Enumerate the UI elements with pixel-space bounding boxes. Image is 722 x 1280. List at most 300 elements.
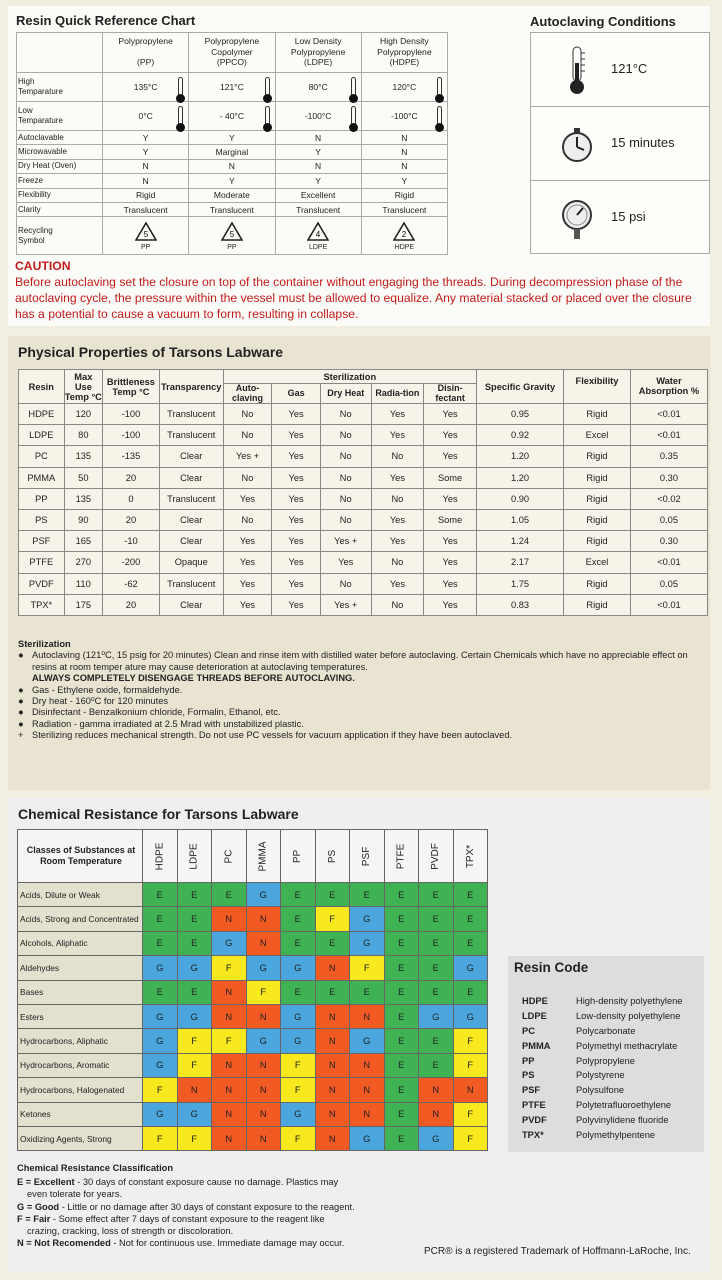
table-row [18,1004,488,1028]
table-row [18,883,488,907]
physical-properties-table [18,369,708,616]
resistance-cell: E [419,931,454,955]
classification-text: - 30 days of constant exposure cause no damage. Plastics may [74,1177,339,1188]
table-cell: Yes [424,531,477,552]
resin-code-name: Polytetrafluoroethylene [576,1099,672,1110]
resin-col-header [281,830,316,883]
list-item [18,719,708,730]
table-cell: Opaque [159,552,223,573]
autoclave-time: 15 minutes [611,135,675,150]
resistance-cell: E [281,883,316,907]
resistance-cell: F [350,956,385,980]
recycle-number: 4 [315,230,321,240]
resin-col-header [143,830,178,883]
resistance-cell: E [315,883,350,907]
resistance-cell: E [384,980,419,1004]
table-cell: Some [424,509,477,530]
qr-row [17,188,448,202]
resistance-cell: G [281,1004,316,1028]
table-row [18,1102,488,1126]
table-cell: Rigid [564,446,631,467]
resin-code-name: Polysulfone [576,1085,625,1096]
resistance-cell: N [350,1053,385,1077]
table-cell: 0.05 [630,573,707,594]
table-cell: PSF [19,531,65,552]
thermometer-icon [350,77,357,103]
resistance-cell: E [143,907,178,931]
table-cell: 1.05 [476,509,563,530]
autoclave-temp: 121°C [611,61,648,76]
table-cell: Some [424,467,477,488]
recycle-symbol-icon [135,222,157,242]
col-transparency: Transparency [159,370,223,404]
resin-name: PSF [361,846,373,866]
resistance-cell: E [384,1102,419,1126]
bullet: ● [18,718,24,729]
table-cell: Clear [159,446,223,467]
list-item-text: Dry heat - 160⁰C for 120 minutes [32,696,169,707]
col-resin: Resin [19,370,65,404]
col-disinfectant: Disin-fectant [424,384,477,404]
table-cell: PVDF [19,573,65,594]
table-cell: No [320,425,371,446]
col-specific-gravity: Specific Gravity [476,370,563,404]
resin-col-header [350,830,385,883]
resistance-cell: G [419,1004,454,1028]
table-cell: Yes + [320,594,371,615]
resistance-cell: N [212,1102,247,1126]
table-cell: <0.02 [630,488,707,509]
table-cell: Yes [320,552,371,573]
resin-col-header [384,830,419,883]
autoclaving-title: Autoclaving Conditions [530,14,676,29]
resin-code-row [522,1112,682,1127]
low-temp-cell [275,102,361,131]
chemical-resistance-title: Chemical Resistance for Tarsons Labware [18,806,299,822]
qr-col-sub: Polypropylene [290,46,346,57]
label-line: Recycling [18,225,53,235]
classification-item [17,1213,457,1225]
qr-cell: Translucent [189,202,275,216]
resin-col-header [246,830,281,883]
table-cell: Excel [564,552,631,573]
resistance-cell: G [177,1102,212,1126]
table-cell: PC [19,446,65,467]
col-brittleness: Brittleness Temp °C [103,370,160,404]
resin-code-key: PTFE [522,1099,546,1110]
list-item-text: Sterilizing reduces mechanical strength. Do not use PC vessels for vacuum application if they have been autoclaved. [32,730,513,741]
table-cell: Yes [371,509,424,530]
physical-properties-title: Physical Properties of Tarsons Labware [18,344,284,360]
qr-cell: Translucent [361,202,447,216]
recycling-cell [361,217,447,255]
table-cell: Rigid [564,404,631,425]
thermometer-icon [177,106,184,132]
classification-item [17,1176,457,1188]
col-dry-heat: Dry Heat [320,384,371,404]
table-cell: 0.83 [476,594,563,615]
table-cell: 1.20 [476,467,563,488]
thermometer-icon [264,77,271,103]
resistance-cell: F [143,1078,178,1102]
resistance-cell: G [246,956,281,980]
recycle-symbol-icon [221,222,243,242]
resistance-cell: N [315,1029,350,1053]
table-cell: <0.01 [630,404,707,425]
table-row [19,446,708,467]
resistance-cell: N [315,1126,350,1150]
table-row [19,531,708,552]
table-cell: Yes [371,531,424,552]
resin-code-key: PSF [522,1085,541,1096]
resistance-cell: E [281,907,316,931]
table-cell: Translucent [159,404,223,425]
table-cell: 20 [103,467,160,488]
resin-col-header [315,830,350,883]
resistance-cell: N [212,1126,247,1150]
resin-code-key: PC [522,1025,535,1036]
resin-name: PMMA [257,841,269,871]
qr-col-abbr: (PP) [137,56,155,67]
bullet: ● [18,707,24,718]
resistance-cell: G [453,1004,488,1028]
chemical-resistance-table [17,829,488,1151]
table-cell: TPX* [19,594,65,615]
qr-cell: N [275,159,361,173]
table-row [18,1029,488,1053]
substance-class: Ketones [18,1102,143,1126]
resin-code-name: Polypropylene [576,1055,635,1066]
col-sterilization: Sterilization [223,370,476,384]
qr-cell: N [275,131,361,145]
table-cell: Clear [159,531,223,552]
qr-row-label: Dry Heat (Oven) [17,159,103,173]
resistance-cell: N [315,1102,350,1126]
qr-cell: Y [103,131,189,145]
resistance-cell: G [246,883,281,907]
substance-class: Alcohols, Aliphatic [18,931,143,955]
resin-col-header [453,830,488,883]
qr-cell: N [103,174,189,188]
high-temp-value: 120°C [392,82,417,92]
qr-col-abbr: (HDPE) [389,57,420,67]
table-cell: Yes [272,446,321,467]
table-cell: Rigid [564,509,631,530]
label-line: High [18,77,35,86]
table-cell: Rigid [564,488,631,509]
low-temp-cell [361,102,447,131]
resistance-cell: F [281,1078,316,1102]
resistance-cell: F [212,956,247,980]
high-temp-cell [275,73,361,102]
resistance-cell: E [350,883,385,907]
quick-ref-table [16,32,448,255]
table-cell: 0.30 [630,467,707,488]
table-cell: Yes [272,573,321,594]
table-cell: PMMA [19,467,65,488]
resistance-cell: G [350,1029,385,1053]
resin-code-row [522,1053,682,1068]
resistance-cell: E [384,1053,419,1077]
table-cell: Yes [223,573,272,594]
table-cell: 270 [64,552,103,573]
resin-name: PP [292,849,304,863]
classification-text: - Some effect after 7 days of constant exposure to the reagent like [50,1213,325,1224]
list-item [18,730,708,741]
resistance-cell: G [350,931,385,955]
thermometer-icon [177,77,184,103]
qr-cell: Translucent [275,202,361,216]
resistance-cell: F [177,1029,212,1053]
qr-cell: Marginal [189,145,275,159]
table-cell: 50 [64,467,103,488]
resistance-cell: G [177,956,212,980]
recycle-number: 5 [143,230,148,240]
resin-code-row [522,1127,682,1142]
table-cell: HDPE [19,404,65,425]
table-cell: Excel [564,425,631,446]
table-cell: Yes [272,404,321,425]
resistance-cell: F [177,1126,212,1150]
resistance-cell: E [350,980,385,1004]
thermometer-icon [559,45,595,95]
col-radiation: Radia-tion [371,384,424,404]
classification-title: Chemical Resistance Classification [17,1163,174,1173]
classification-key: N = Not Recomended [17,1238,111,1249]
table-cell: Yes + [320,531,371,552]
resin-col-header [177,830,212,883]
recycling-label [17,217,103,255]
list-item [18,696,708,707]
resistance-cell: G [212,931,247,955]
qr-cell: Y [275,174,361,188]
resistance-cell: F [246,980,281,1004]
low-temp-label [17,102,103,131]
thermometer-icon [436,77,443,103]
table-cell: 135 [64,446,103,467]
table-cell: <0.01 [630,594,707,615]
table-cell: Yes [371,467,424,488]
resin-code-box [508,956,704,1152]
table-cell: No [223,404,272,425]
resistance-cell: E [384,931,419,955]
resistance-cell: E [384,1004,419,1028]
table-cell: No [371,488,424,509]
table-cell: Yes [424,425,477,446]
table-cell: <0.01 [630,425,707,446]
resistance-cell: G [281,1029,316,1053]
resistance-cell: E [453,931,488,955]
table-cell: No [223,425,272,446]
resin-name: PC [223,849,235,863]
resistance-cell: N [246,1053,281,1077]
resin-code-row [522,1009,682,1024]
resin-code-name: Polyvinylidene fluoride [576,1114,669,1125]
table-cell: PP [19,488,65,509]
table-cell: Rigid [564,531,631,552]
qr-cell: Excellent [275,188,361,202]
high-temp-value: 80°C [308,82,328,92]
label-line: Symbol [18,235,45,245]
high-temp-cell [189,73,275,102]
resistance-cell: G [453,956,488,980]
table-cell: Yes [223,531,272,552]
resistance-cell: N [419,1102,454,1126]
resistance-cell: N [212,907,247,931]
qr-cell: Moderate [189,188,275,202]
classification-key: F = Fair [17,1213,51,1224]
resistance-cell: N [315,1078,350,1102]
stopwatch-icon [559,119,595,169]
table-cell: LDPE [19,425,65,446]
resistance-cell: E [177,980,212,1004]
resin-code-key: PP [522,1055,535,1066]
resistance-cell: E [384,883,419,907]
col-autoclaving: Auto-claving [223,384,272,404]
substance-class: Acids, Strong and Concentrated [18,907,143,931]
table-cell: No [320,404,371,425]
table-cell: 0.92 [476,425,563,446]
recycle-code: HDPE [394,244,415,252]
qr-cell: Translucent [103,202,189,216]
list-item-text: Autoclaving (121⁰C, 15 psig for 20 minutes) Clean and rinse item with distilled water before autoclaving. Certain Chemicals which have no appreciable effect on resins at room temper ature may cause deterioration at autoclaving temperatures. [32,650,688,672]
resistance-cell: N [453,1078,488,1102]
resistance-cell: F [143,1126,178,1150]
chemical-resistance-panel [8,798,710,1272]
resistance-cell: F [453,1126,488,1150]
qr-col-header [361,33,447,73]
resin-code-row [522,1024,682,1039]
table-cell: -200 [103,552,160,573]
high-temp-value: 135°C [133,82,158,92]
resistance-cell: N [212,980,247,1004]
table-cell: Yes [424,404,477,425]
substance-class: Hydrocarbons, Aliphatic [18,1029,143,1053]
table-cell: -10 [103,531,160,552]
resistance-cell: N [246,1078,281,1102]
classification-text: - Not for continuous use. Immediate damage may occur. [110,1238,345,1249]
table-cell: Yes + [223,446,272,467]
high-temp-cell [361,73,447,102]
table-cell: Rigid [564,573,631,594]
resistance-cell: N [350,1102,385,1126]
resistance-cell: F [453,1029,488,1053]
resistance-cell: E [453,980,488,1004]
table-cell: Yes [371,404,424,425]
label-line: Temparature [18,87,63,96]
substance-class: Aldehydes [18,956,143,980]
resin-code-name: Polymethyl methacrylate [576,1040,678,1051]
recycle-code: PP [140,244,151,252]
resistance-cell: N [177,1078,212,1102]
table-row [19,552,708,573]
table-cell: Yes [272,425,321,446]
table-cell: No [371,594,424,615]
qr-col-sub: Polypropylene [377,46,432,57]
qr-cell: N [103,159,189,173]
table-row [19,509,708,530]
qr-cell: Rigid [361,188,447,202]
table-row [18,1078,488,1102]
table-row [18,931,488,955]
table-cell: Rigid [564,467,631,488]
resistance-cell: N [246,931,281,955]
table-cell: 0.05 [630,509,707,530]
classification-legend [17,1162,457,1249]
resin-code-table [522,994,682,1142]
thermometer-icon [436,106,443,132]
table-cell: No [320,467,371,488]
resistance-cell: E [281,931,316,955]
table-cell: Rigid [564,594,631,615]
table-cell: No [320,509,371,530]
resistance-cell: E [384,907,419,931]
resistance-cell: G [143,1004,178,1028]
resin-name: LDPE [188,842,200,870]
resistance-cell: N [246,1126,281,1150]
resistance-cell: E [315,980,350,1004]
resin-name: TPX* [464,844,476,868]
table-cell: 110 [64,573,103,594]
recycling-cell [103,217,189,255]
resistance-cell: E [419,956,454,980]
col-gas: Gas [272,384,321,404]
table-cell: 175 [64,594,103,615]
resin-code-row [522,1038,682,1053]
classification-text-cont: crazing, cracking, loss of strength or discoloration. [27,1226,234,1237]
qr-col-header [103,33,189,73]
qr-row-label: Autoclavable [17,131,103,145]
table-row [19,467,708,488]
table-cell: 0.90 [476,488,563,509]
table-cell: Yes [424,488,477,509]
resistance-cell: E [453,907,488,931]
caution-title: CAUTION [15,259,71,273]
table-cell: 1.24 [476,531,563,552]
list-item-text: Disinfectant - Benzalkonium chloride, Formalin, Ethanol, etc. [32,707,281,718]
recycling-cell [275,217,361,255]
recycle-symbol-icon [307,222,329,242]
table-cell: Yes [371,425,424,446]
bullet: ● [18,684,24,695]
pressure-gauge-icon [559,193,595,243]
table-cell: 135 [64,488,103,509]
qr-row-label: Clarity [17,202,103,216]
table-cell: <0.01 [630,552,707,573]
resin-code-row [522,994,682,1009]
table-row [19,488,708,509]
table-cell: No [223,509,272,530]
qr-cell: Rigid [103,188,189,202]
autoclave-pressure: 15 psi [611,209,646,224]
qr-cell: Y [103,145,189,159]
trademark-note: PCR® is a registered Trademark of Hoffmann-LaRoche, Inc. [424,1246,691,1257]
qr-row [17,131,448,145]
resistance-cell: N [246,1004,281,1028]
table-cell: 90 [64,509,103,530]
resistance-cell: E [143,883,178,907]
resistance-cell: F [212,1029,247,1053]
substance-class: Oxidizing Agents, Strong [18,1126,143,1150]
bullet: + [18,730,24,741]
table-cell: Yes [272,509,321,530]
resistance-cell: G [143,1029,178,1053]
table-row [19,573,708,594]
resin-code-name: Polymethylpentene [576,1129,656,1140]
qr-row [17,202,448,216]
resistance-cell: E [143,980,178,1004]
qr-cell: N [361,145,447,159]
